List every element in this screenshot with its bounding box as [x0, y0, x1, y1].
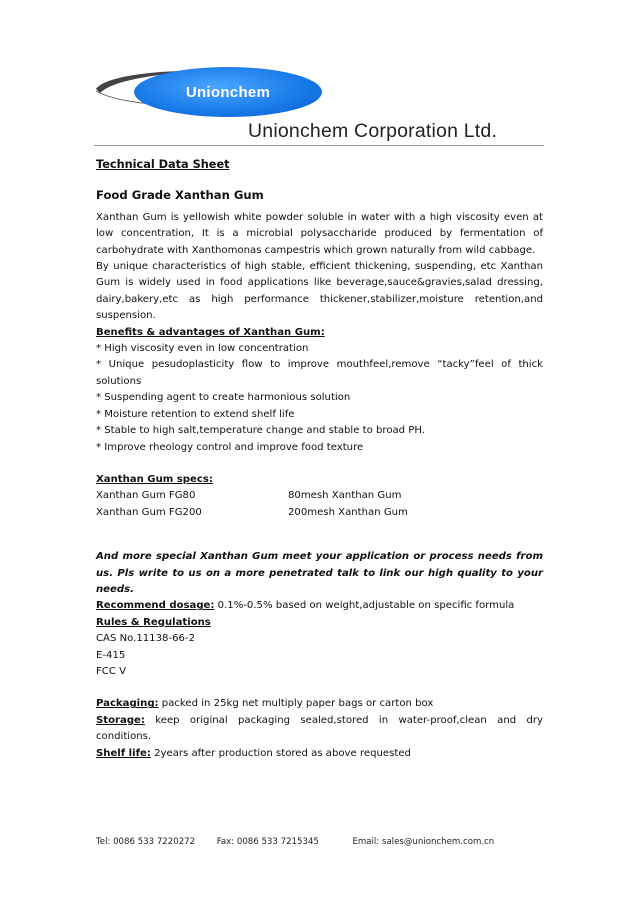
dosage-label: Recommend dosage: [96, 600, 215, 612]
document-body [96, 155, 543, 762]
product-title: Food Grade Xanthan Gum [96, 188, 264, 203]
benefit-item: * Moisture retention to extend shelf life [96, 408, 295, 420]
packaging-line [96, 696, 543, 712]
intro-paragraph-1: Xanthan Gum is yellowish white powder soluble in water with a high viscosity even at low concentration, It is a microbial polysaccharide produced by fermentation of carbohydrate with Xanthomonas campestris which grown naturally from wild cabbage. [96, 211, 543, 256]
rules-title: Rules & Regulations [96, 616, 211, 628]
spec-row [96, 505, 543, 521]
dosage-value: 0.1%-0.5% based on weight,adjustable on specific formula [214, 600, 515, 612]
dosage-line [96, 598, 543, 614]
spec-desc: 80mesh Xanthan Gum [288, 490, 402, 502]
footer-contact [96, 837, 494, 847]
intro-paragraph-2: By unique characteristics of high stable, efficient thickening, suspending, etc Xanthan Gum is widely used in food applications like beverage,sauce&gravies,salad dressing, dairy,bakery,etc as high performance thickener,stabilizer,moisture retention,and suspension. [96, 261, 543, 322]
packaging-value: packed in 25kg net multiply paper bags or carton box [158, 698, 434, 710]
benefits-title: Benefits & advantages of Xanthan Gum: [96, 326, 325, 338]
footer-fax: Fax: 0086 533 7215345 [216, 837, 319, 847]
rule-item: FCC V [96, 665, 127, 677]
logo-text: Unionchem [185, 83, 271, 101]
benefit-item: * Stable to high salt,temperature change and stable to broad PH. [96, 425, 426, 437]
storage-value: keep original packaging sealed,stored in water-proof,clean and dry conditions. [96, 714, 543, 743]
rule-item: CAS No.11138-66-2 [96, 633, 195, 645]
document-title: Technical Data Sheet [96, 158, 230, 171]
spec-row [96, 488, 543, 504]
spec-name: Xanthan Gum FG200 [96, 506, 202, 518]
spec-desc: 200mesh Xanthan Gum [288, 506, 408, 518]
specs-title: Xanthan Gum specs: [96, 473, 213, 485]
benefit-item: * High viscosity even in low concentration [96, 343, 309, 355]
benefit-item: * Unique pesudoplasticity flow to improve mouthfeel,remove “tacky”feel of thick solutions [96, 359, 543, 387]
rule-item: E-415 [96, 649, 126, 661]
company-name: Unionchem Corporation Ltd. [248, 120, 498, 142]
shelf-life-value: 2years after production stored as above requested [150, 747, 411, 759]
packaging-label: Packaging: [96, 698, 159, 710]
benefit-item: * Improve rheology control and improve food texture [96, 441, 364, 453]
storage-label: Storage: [96, 714, 145, 726]
header-divider [94, 145, 544, 146]
footer-tel: Tel: 0086 533 7220272 [96, 837, 196, 847]
shelf-life-label: Shelf life: [96, 747, 151, 759]
spec-name: Xanthan Gum FG80 [96, 490, 196, 502]
footer-email[interactable]: Email: sales@unionchem.com.cn [352, 837, 495, 847]
shelf-life-line [96, 746, 543, 762]
special-note: And more special Xanthan Gum meet your application or process needs from us. Pls write to us on a more penetrated talk to link our high quality to your needs. [96, 551, 543, 595]
logo-ellipse [134, 67, 322, 117]
benefit-item: * Suspending agent to create harmonious solution [96, 392, 351, 404]
storage-line [96, 713, 543, 746]
